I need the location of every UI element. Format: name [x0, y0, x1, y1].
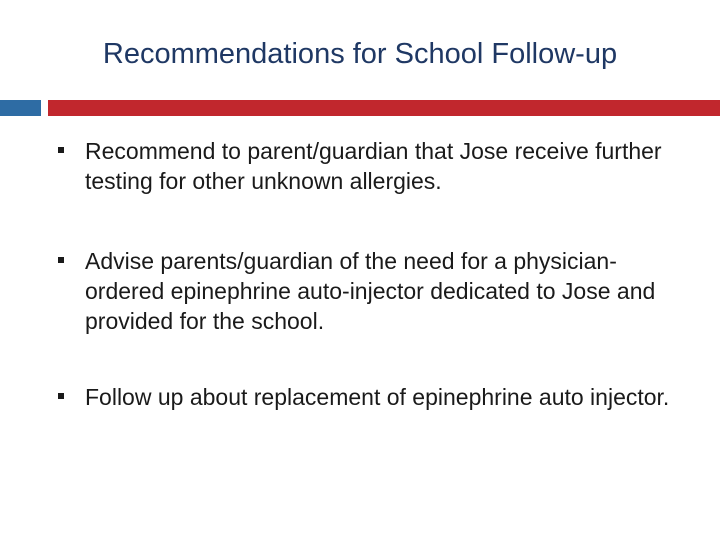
bullet-item: [0, 136, 720, 196]
bullet-item: [0, 246, 720, 336]
accent-bar-blue: [0, 100, 41, 116]
bullet-text: Recommend to parent/guardian that Jose receive further testing for other unknown allergies.: [85, 138, 662, 194]
bullet-list: [0, 136, 720, 462]
square-bullet-icon: [58, 393, 64, 399]
bullet-item: [0, 382, 720, 412]
bullet-text: Follow up about replacement of epinephrine auto injector.: [85, 384, 670, 410]
square-bullet-icon: [58, 147, 64, 153]
bullet-text: Advise parents/guardian of the need for a physician-ordered epinephrine auto-injector dedicated to Jose and provided for the school.: [85, 248, 656, 334]
square-bullet-icon: [58, 257, 64, 263]
accent-bar-red: [48, 100, 720, 116]
slide-title: Recommendations for School Follow-up: [102, 38, 618, 70]
